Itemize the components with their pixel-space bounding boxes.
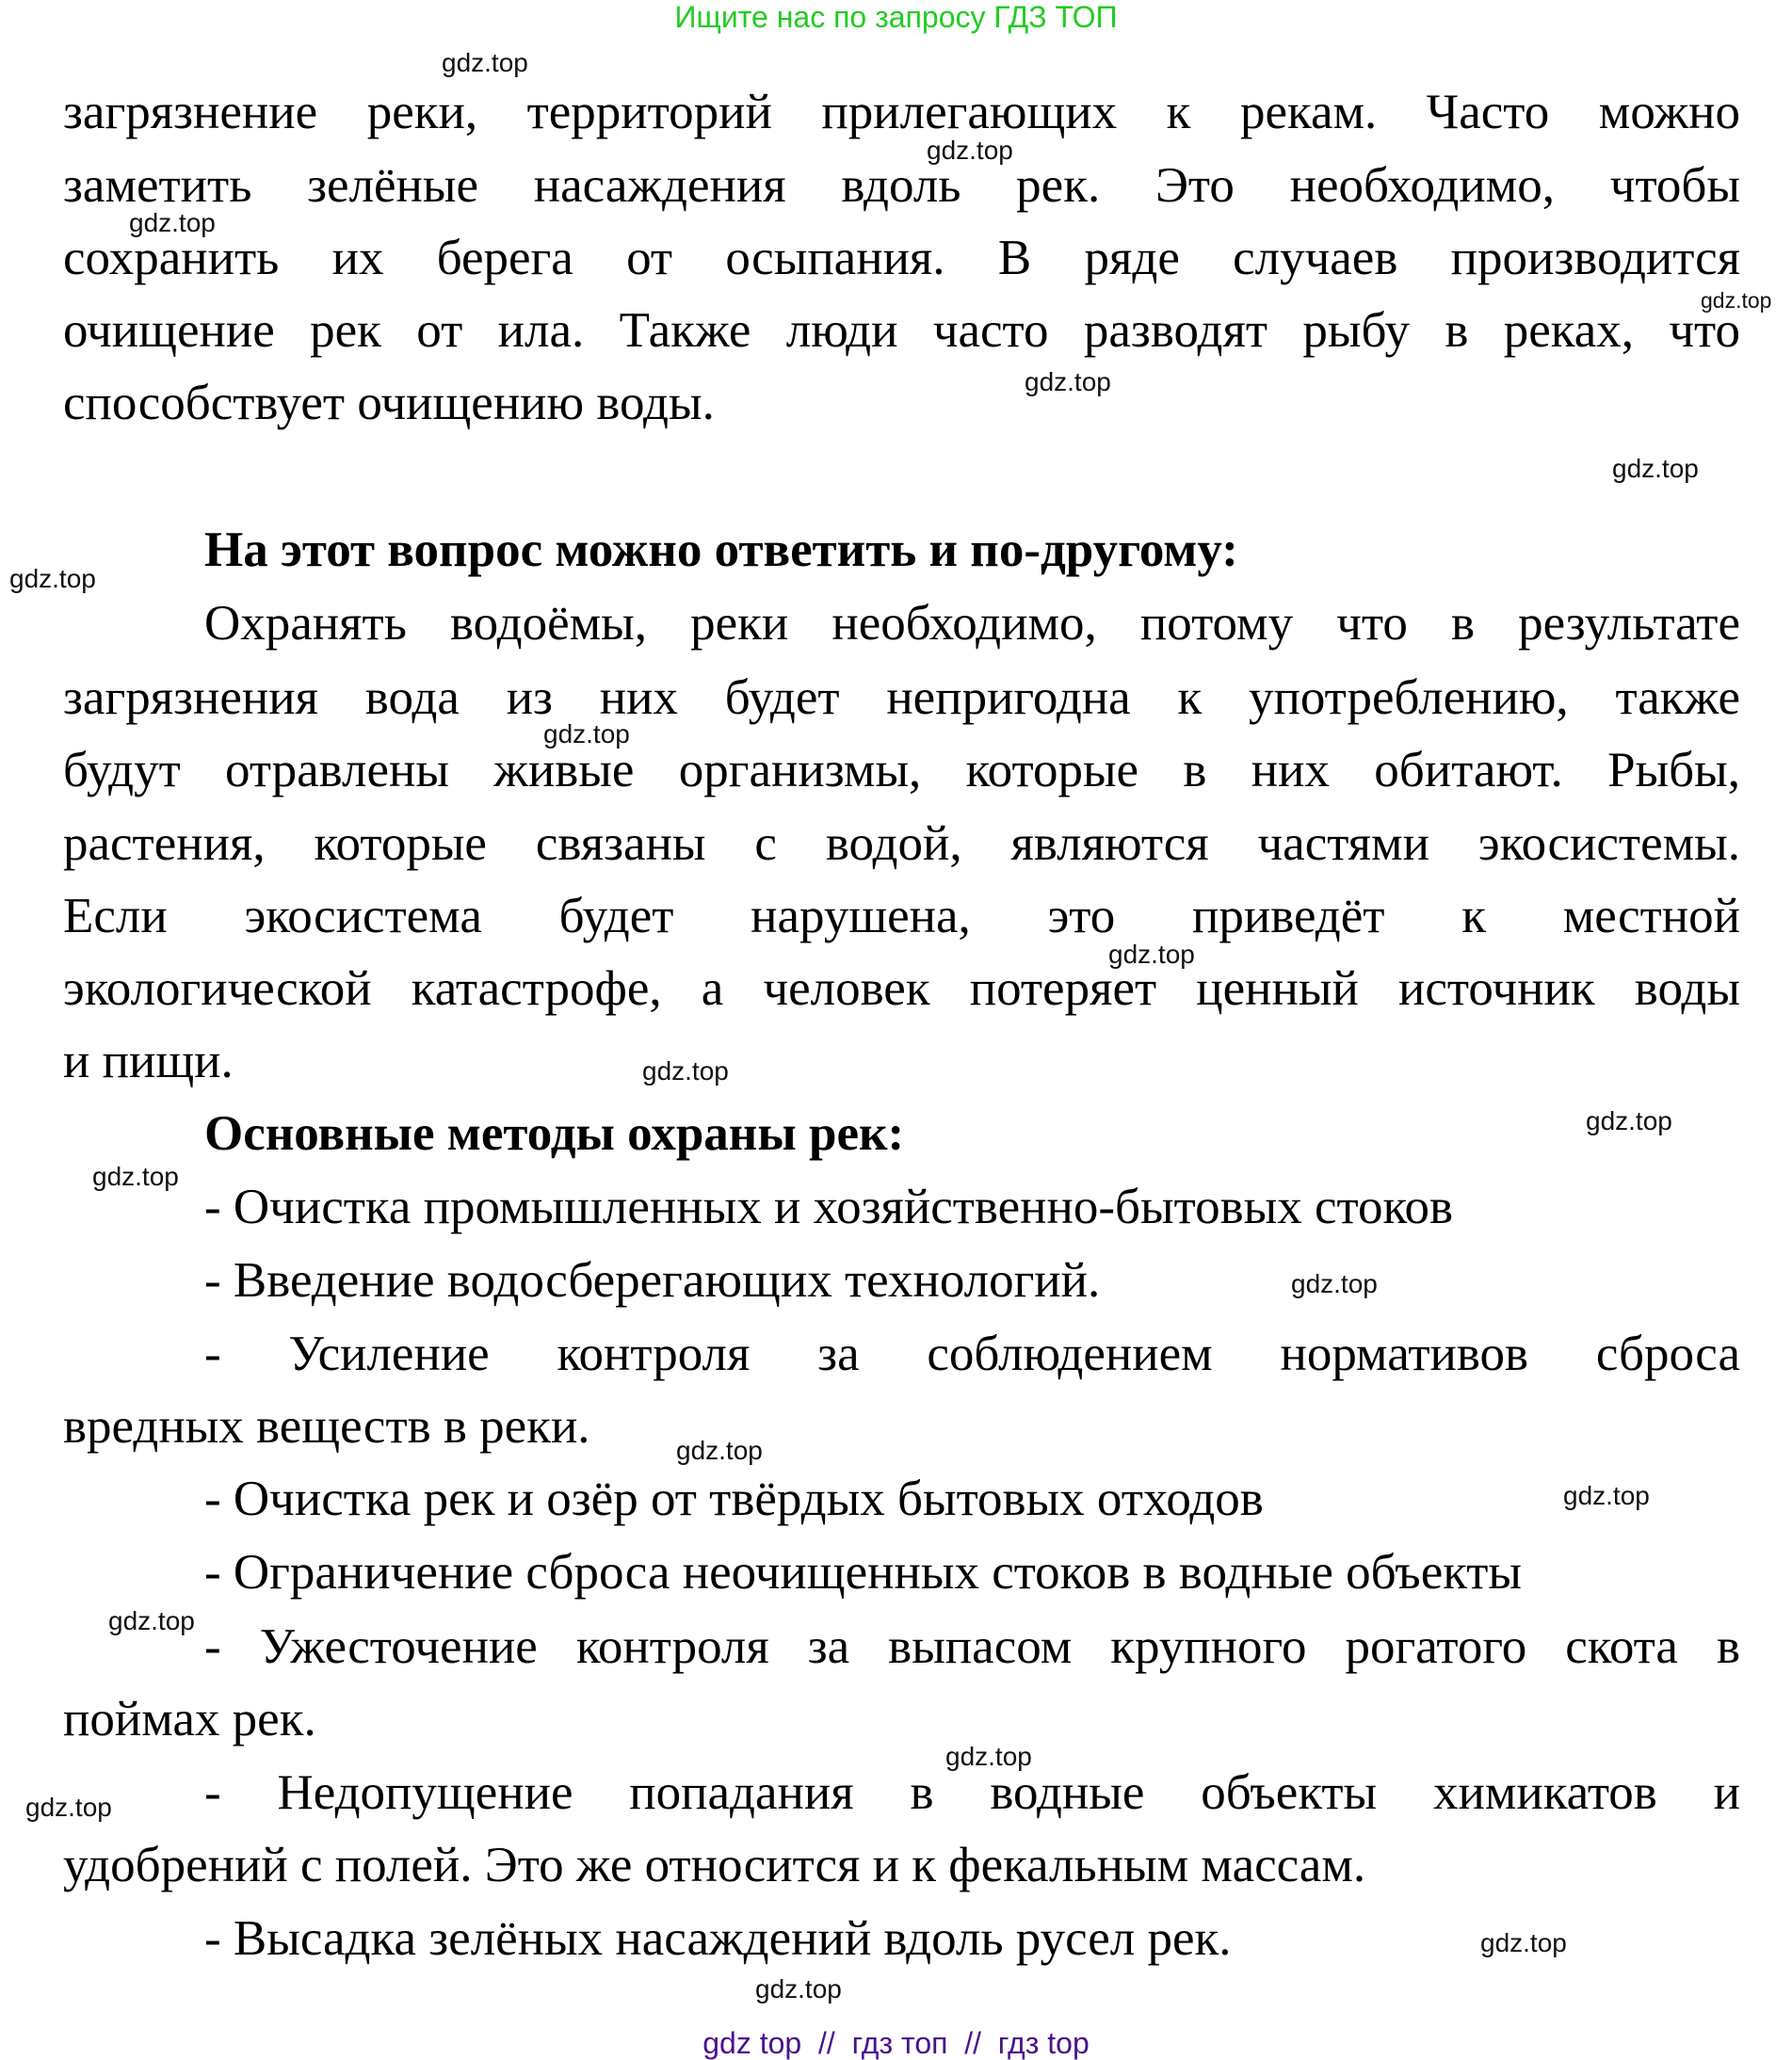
watermark: gdz.top	[9, 564, 96, 593]
watermark: gdz.top	[642, 1056, 729, 1086]
watermark: gdz.top	[1701, 288, 1772, 313]
text-line: заметить зелёные насаждения вдоль рек. Это необходимо, чтобы	[63, 158, 1740, 213]
watermark: gdz.top	[442, 48, 528, 77]
watermark: gdz.top	[1025, 367, 1111, 396]
text-line: способствует очищению воды.	[63, 376, 715, 430]
list-item: - Недопущение попадания в водные объекты химикатов и	[204, 1765, 1740, 1820]
watermark: gdz.top	[25, 1793, 112, 1822]
text-line: Охранять водоёмы, реки необходимо, потому что в результате	[204, 596, 1740, 651]
text-line: и пищи.	[63, 1034, 234, 1088]
watermark: gdz.top	[945, 1742, 1032, 1771]
list-item: - Очистка рек и озёр от твёрдых бытовых отходов	[204, 1472, 1264, 1526]
section-heading: На этот вопрос можно ответить и по-другому:	[204, 523, 1238, 577]
list-item: - Ограничение сброса неочищенных стоков в водные объекты	[204, 1545, 1523, 1600]
watermark: gdz.top	[129, 208, 216, 237]
list-item-cont: вредных веществ в реки.	[63, 1399, 590, 1454]
list-item: - Введение водосберегающих технологий.	[204, 1253, 1101, 1308]
watermark: gdz.top	[927, 136, 1013, 165]
watermark: gdz.top	[543, 719, 630, 748]
section-heading: Основные методы охраны рек:	[204, 1106, 905, 1161]
watermark: gdz.top	[1291, 1269, 1378, 1298]
watermark: gdz.top	[1480, 1928, 1567, 1957]
list-item: - Усиление контроля за соблюдением нормативов сброса	[204, 1327, 1740, 1381]
text-line: будут отравлены живые организмы, которые в них обитают. Рыбы,	[63, 743, 1740, 797]
text-line: экологической катастрофе, а человек потеряет ценный источник воды	[63, 961, 1740, 1016]
footer-links: gdz top // гдз топ // гдз top	[702, 2026, 1090, 2060]
text-line: загрязнения вода из них будет непригодна к употреблению, также	[63, 670, 1740, 725]
search-hint-banner: Ищите нас по запросу ГДЗ ТОП	[674, 0, 1118, 34]
text-line: растения, которые связаны с водой, являются частями экосистемы.	[63, 816, 1740, 871]
list-item: - Ужесточение контроля за выпасом крупного рогатого скота в	[204, 1619, 1740, 1674]
watermark: gdz.top	[92, 1162, 179, 1191]
watermark: gdz.top	[108, 1606, 195, 1635]
text-line: Если экосистема будет нарушена, это приведёт к местной	[63, 889, 1740, 943]
watermark: gdz.top	[676, 1436, 763, 1465]
watermark: gdz.top	[1563, 1481, 1650, 1510]
text-line: сохранить их берега от осыпания. В ряде случаев производится	[63, 231, 1740, 285]
watermark: gdz.top	[1108, 940, 1195, 969]
list-item-cont: удобрений с полей. Это же относится и к фекальным массам.	[63, 1838, 1366, 1892]
text-line: загрязнение реки, территорий прилегающих к рекам. Часто можно	[63, 85, 1740, 139]
list-item: - Высадка зелёных насаждений вдоль русел рек.	[204, 1911, 1232, 1966]
watermark: gdz.top	[1612, 454, 1699, 483]
watermark: gdz.top	[755, 1974, 842, 2004]
list-item: - Очистка промышленных и хозяйственно-бытовых стоков	[204, 1180, 1454, 1234]
text-line: очищение рек от ила. Также люди часто разводят рыбу в реках, что	[63, 303, 1740, 358]
watermark: gdz.top	[1586, 1106, 1672, 1135]
list-item-cont: поймах рек.	[63, 1692, 316, 1746]
